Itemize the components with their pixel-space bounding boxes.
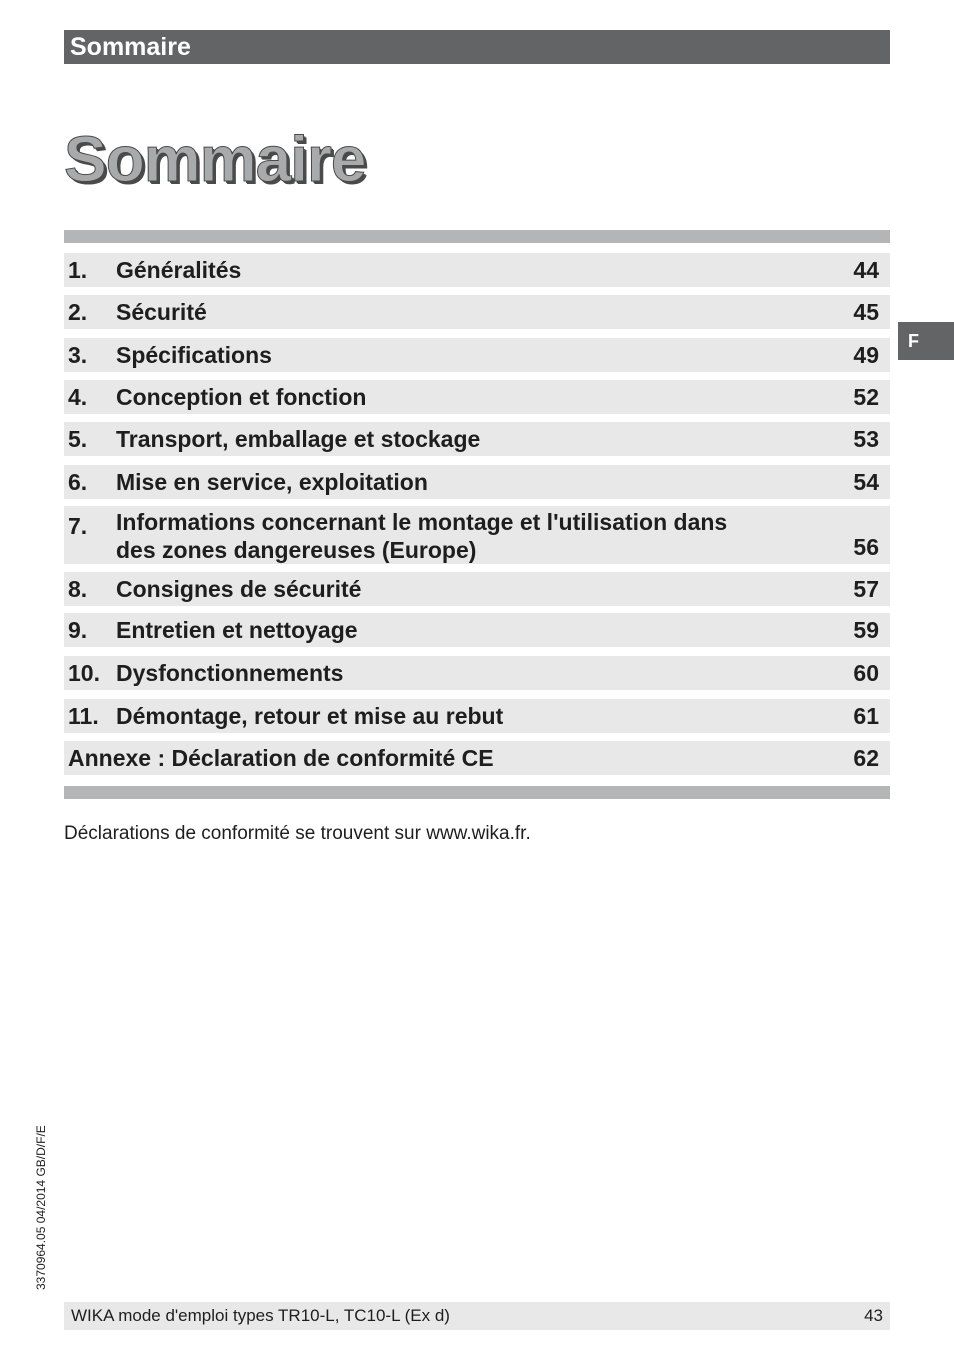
toc-row-10[interactable]	[64, 656, 890, 690]
page-footer	[64, 1302, 890, 1330]
toc-number: 3.	[68, 342, 88, 368]
toc-row-3[interactable]	[64, 338, 890, 372]
footer-text: WIKA mode d'emploi types TR10-L, TC10-L (Ex d)	[71, 1306, 450, 1325]
toc-row-7[interactable]	[64, 506, 890, 564]
toc-number: 2.	[68, 299, 88, 325]
toc-page: 54	[853, 469, 879, 495]
toc-title-line-1: Informations concernant le montage et l'utilisation dans	[116, 509, 728, 535]
toc-title: Spécifications	[116, 342, 272, 368]
toc-page: 59	[853, 617, 879, 643]
toc-row-2[interactable]	[64, 295, 890, 329]
toc-title-line-2: des zones dangereuses (Europe)	[116, 537, 477, 563]
toc-row-1[interactable]	[64, 253, 890, 287]
toc-title: Sécurité	[116, 299, 207, 325]
toc-row-11[interactable]	[64, 699, 890, 733]
page-title: Sommaire	[64, 123, 366, 195]
toc-bottom-rule	[64, 786, 890, 799]
toc-number: 9.	[68, 617, 88, 643]
toc-title: Démontage, retour et mise au rebut	[116, 703, 504, 729]
toc-page: 62	[853, 745, 879, 771]
toc-annex-title: Annexe : Déclaration de conformité CE	[68, 745, 494, 771]
toc-row-9[interactable]	[64, 613, 890, 647]
toc-page: 56	[853, 534, 879, 560]
toc-number: 11.	[68, 703, 99, 729]
toc-title: Transport, emballage et stockage	[116, 426, 481, 452]
toc-title: Mise en service, exploitation	[116, 469, 428, 495]
toc-title: Conception et fonction	[116, 384, 367, 410]
toc-row-6[interactable]	[64, 465, 890, 499]
toc-page: 60	[853, 660, 879, 686]
toc-page: 45	[853, 299, 879, 325]
toc-page: 53	[853, 426, 879, 452]
toc-row-8[interactable]	[64, 572, 890, 606]
toc-title: Entretien et nettoyage	[116, 617, 358, 643]
toc-number: 7.	[68, 513, 88, 539]
toc-page: 49	[853, 342, 879, 368]
toc-number: 8.	[68, 576, 88, 602]
toc-title: Consignes de sécurité	[116, 576, 362, 602]
toc-number: 5.	[68, 426, 88, 452]
toc-page: 57	[853, 576, 879, 602]
toc-row-5[interactable]	[64, 422, 890, 456]
toc-top-rule	[64, 230, 890, 243]
document-code: 3370964.05 04/2014 GB/D/F/E	[34, 1125, 48, 1290]
conformity-note: Déclarations de conformité se trouvent sur www.wika.fr.	[64, 823, 531, 844]
toc-row-annex[interactable]	[64, 741, 890, 775]
language-tab[interactable]: F	[898, 322, 954, 360]
toc-title: Généralités	[116, 257, 242, 283]
toc-page: 52	[853, 384, 879, 410]
section-header: Sommaire	[64, 30, 890, 64]
toc-page: 61	[853, 703, 879, 729]
toc-number: 10.	[68, 660, 100, 686]
toc-row-4[interactable]	[64, 380, 890, 414]
toc-page: 44	[853, 257, 879, 283]
toc-number: 6.	[68, 469, 88, 495]
footer-page-number: 43	[864, 1306, 883, 1325]
toc-number: 4.	[68, 384, 88, 410]
toc-number: 1.	[68, 257, 88, 283]
toc-title: Dysfonctionnements	[116, 660, 344, 686]
